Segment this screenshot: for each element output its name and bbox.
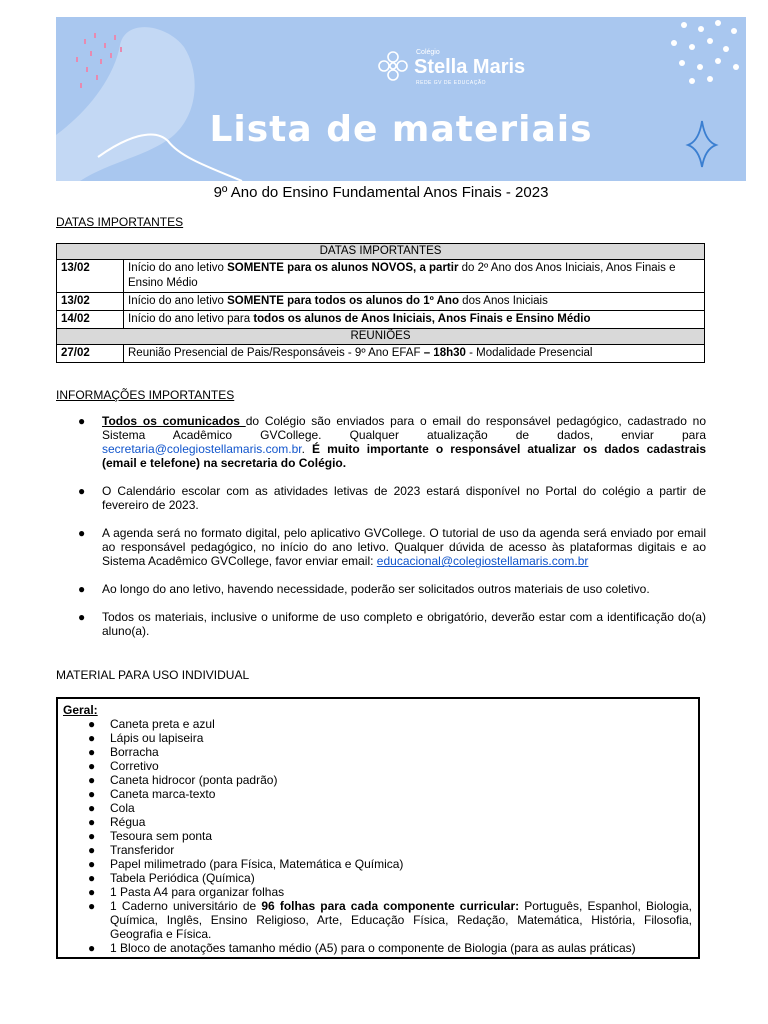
info-emphasis: É muito importante o responsável atualizar os dados cadastrais (email e telefone) na secretaria do Colégio. bbox=[102, 442, 706, 470]
info-list bbox=[56, 414, 706, 652]
description-text: Início do ano letivo bbox=[128, 262, 228, 274]
brand-subtitle: REDE GV DE EDUCAÇÃO bbox=[416, 80, 487, 86]
description-cell bbox=[124, 293, 705, 311]
table-header-datas: DATAS IMPORTANTES bbox=[57, 244, 705, 260]
header-banner bbox=[56, 17, 746, 181]
bullet-icon: ● bbox=[88, 871, 96, 885]
table-row bbox=[57, 345, 705, 363]
table-header-reunioes: REUNIÕES bbox=[57, 329, 705, 345]
bullet-icon: ● bbox=[88, 717, 96, 731]
material-item-text: 1 Bloco de anotações tamanho médio (A5) para o componente de Biologia (para as aulas práticas) bbox=[110, 941, 636, 955]
bullet-icon: ● bbox=[88, 941, 96, 955]
bullet-icon: ● bbox=[78, 484, 86, 498]
bullet-icon: ● bbox=[78, 582, 86, 596]
info-text: A agenda será no formato digital, pelo aplicativo GVCollege. O tutorial de uso da agenda será enviado por email ao responsável pedagógico, no início do ano letivo. Qualquer dúvida de acesso às plataformas digitais e ao Sistema Acadêmico GVCollege, favor enviar email: bbox=[102, 526, 706, 568]
bullet-icon: ● bbox=[88, 787, 96, 801]
material-item-text: Português, Espanhol, Biologia, Química, Inglês, Ensino Religioso, Arte, Educação Física, Redação, Matemática, História, Filosofia, Geografia e Física. bbox=[110, 899, 692, 941]
description-text: Início do ano letivo para bbox=[128, 313, 254, 325]
table-row bbox=[57, 311, 705, 329]
info-text: Ao longo do ano letivo, havendo necessidade, poderão ser solicitados outros materiais de uso coletivo. bbox=[102, 582, 650, 596]
bullet-icon: ● bbox=[78, 526, 86, 540]
description-text: do 2º Ano dos Anos Iniciais, Anos Finais e Ensino Médio bbox=[128, 262, 676, 289]
educacional-email-link[interactable]: educacional@colegiostellamaris.com.br bbox=[376, 554, 589, 568]
bullet-icon: ● bbox=[88, 731, 96, 745]
material-list bbox=[58, 717, 698, 955]
material-item bbox=[58, 843, 698, 857]
document-title: 9º Ano do Ensino Fundamental Anos Finais - 2023 bbox=[213, 184, 549, 201]
material-item-text: Caneta hidrocor (ponta padrão) bbox=[110, 773, 278, 787]
geral-label: Geral: bbox=[63, 703, 98, 717]
bullet-icon: ● bbox=[88, 899, 96, 913]
date-cell: 13/02 bbox=[57, 260, 124, 293]
material-item bbox=[58, 857, 698, 871]
bullet-icon: ● bbox=[88, 843, 96, 857]
description-text: dos Anos Iniciais bbox=[458, 295, 548, 307]
material-item bbox=[58, 801, 698, 815]
bullet-icon: ● bbox=[88, 857, 96, 871]
material-item-text: Corretivo bbox=[110, 759, 159, 773]
bullet-icon: ● bbox=[78, 414, 86, 428]
banner-decoration bbox=[56, 17, 746, 181]
material-item bbox=[58, 815, 698, 829]
bullet-icon: ● bbox=[88, 773, 96, 787]
description-emphasis: todos os alunos de Anos Iniciais, Anos Finais e Ensino Médio bbox=[253, 313, 591, 325]
banner-title: Lista de materiais bbox=[209, 109, 593, 150]
table-row bbox=[57, 293, 705, 311]
info-item-communications bbox=[56, 414, 706, 470]
info-text: Todos os materiais, inclusive o uniforme de uso completo e obrigatório, deverão estar com a identificação do(a) aluno(a). bbox=[102, 610, 706, 638]
material-box bbox=[56, 697, 700, 959]
brand-name: Stella Maris bbox=[414, 56, 526, 78]
info-item-identification bbox=[56, 610, 706, 638]
info-text: . bbox=[301, 442, 312, 456]
brand-small-text: Colégio bbox=[416, 49, 440, 56]
secretaria-email-link[interactable]: secretaria@colegiostellamaris.com.br bbox=[102, 442, 302, 456]
material-heading: MATERIAL PARA USO INDIVIDUAL bbox=[56, 668, 250, 682]
bullet-icon: ● bbox=[88, 829, 96, 843]
description-cell bbox=[124, 311, 705, 329]
material-item bbox=[58, 745, 698, 759]
bullet-icon: ● bbox=[88, 745, 96, 759]
material-item-text: Cola bbox=[110, 801, 135, 815]
bullet-icon: ● bbox=[88, 885, 96, 899]
info-item-agenda bbox=[56, 526, 706, 568]
material-item-text: Borracha bbox=[110, 745, 159, 759]
description-cell bbox=[124, 345, 705, 363]
info-text: do Colégio são enviados para o email do responsável pedagógico, cadastrado no Sistema Acadêmico GVCollege. Qualquer atualização de dados, enviar para bbox=[102, 414, 706, 442]
material-item-text: Caneta preta e azul bbox=[110, 717, 215, 731]
material-item-text: 1 Caderno universitário de bbox=[110, 899, 262, 913]
material-item-text: Tesoura sem ponta bbox=[110, 829, 213, 843]
description-emphasis: SOMENTE para os alunos NOVOS, a partir bbox=[227, 262, 459, 274]
material-item-emphasis: 96 folhas para cada componente curricular: bbox=[261, 899, 520, 913]
material-item bbox=[58, 759, 698, 773]
description-text: - Modalidade Presencial bbox=[465, 347, 593, 359]
material-item bbox=[58, 885, 698, 899]
bullet-icon: ● bbox=[88, 815, 96, 829]
info-item-collective-materials bbox=[56, 582, 706, 596]
material-item-caderno bbox=[58, 899, 698, 941]
material-item bbox=[58, 829, 698, 843]
material-item-text: Transferidor bbox=[110, 843, 175, 857]
material-item-bloco bbox=[58, 941, 698, 955]
material-item bbox=[58, 871, 698, 885]
info-text: O Calendário escolar com as atividades letivas de 2023 estará disponível no Portal do colégio a partir de fevereiro de 2023. bbox=[102, 484, 706, 512]
material-item-text: Caneta marca-texto bbox=[110, 787, 216, 801]
info-highlight: Todos os comunicados bbox=[102, 414, 246, 428]
material-item bbox=[58, 787, 698, 801]
description-text: Início do ano letivo bbox=[128, 295, 228, 307]
dates-table bbox=[56, 243, 705, 363]
material-item-text: 1 Pasta A4 para organizar folhas bbox=[110, 885, 285, 899]
bullet-icon: ● bbox=[88, 801, 96, 815]
material-item-text: Papel milimetrado (para Física, Matemática e Química) bbox=[110, 857, 404, 871]
material-item-text: Tabela Periódica (Química) bbox=[110, 871, 255, 885]
material-item-text: Régua bbox=[110, 815, 146, 829]
material-item bbox=[58, 773, 698, 787]
datas-heading: DATAS IMPORTANTES bbox=[56, 215, 184, 229]
material-item bbox=[58, 717, 698, 731]
flower-logo-icon bbox=[376, 49, 410, 83]
description-emphasis: – 18h30 bbox=[423, 347, 466, 359]
date-cell: 27/02 bbox=[57, 345, 124, 363]
bullet-icon: ● bbox=[88, 759, 96, 773]
date-cell: 13/02 bbox=[57, 293, 124, 311]
material-item-text: Lápis ou lapiseira bbox=[110, 731, 204, 745]
table-row bbox=[57, 260, 705, 293]
info-heading: INFORMAÇÕES IMPORTANTES bbox=[56, 388, 235, 402]
material-item bbox=[58, 731, 698, 745]
bullet-icon: ● bbox=[78, 610, 86, 624]
info-item-calendar bbox=[56, 484, 706, 512]
description-text: Reunião Presencial de Pais/Responsáveis - 9º Ano EFAF bbox=[128, 347, 424, 359]
description-emphasis: SOMENTE para todos os alunos do 1º Ano bbox=[227, 295, 459, 307]
description-cell bbox=[124, 260, 705, 293]
date-cell: 14/02 bbox=[57, 311, 124, 329]
